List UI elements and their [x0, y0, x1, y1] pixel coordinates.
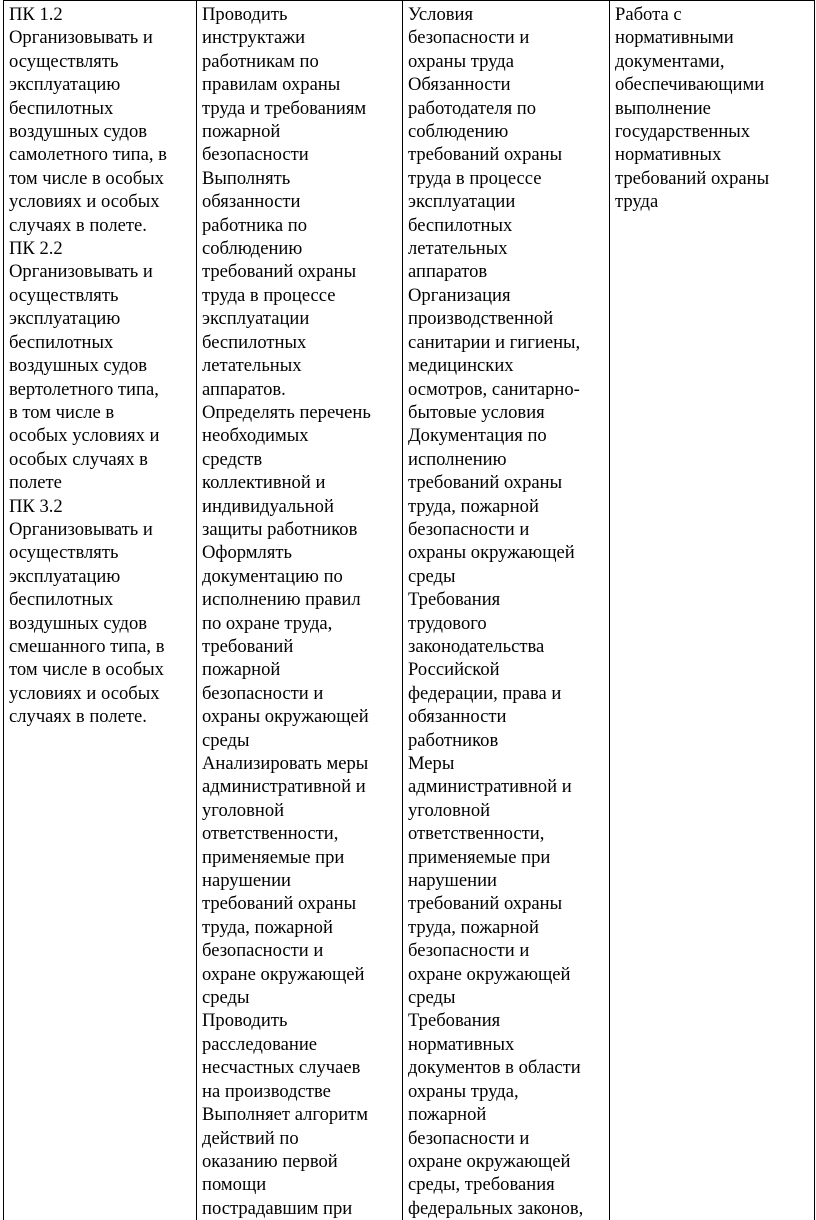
cell-text-line: уголовной	[202, 799, 397, 822]
cell-text-line: ПК 1.2	[9, 3, 191, 26]
cell-text-line: особых случаях в	[9, 448, 191, 471]
cell-text-line: санитарии и гигиены,	[408, 331, 604, 354]
cell-text-line: Оформлять	[202, 541, 397, 564]
knowledge-cell	[403, 1, 610, 1220]
cell-text-line: осуществлять	[9, 50, 191, 73]
cell-text-line: Проводить	[202, 1009, 397, 1032]
cell-text-line: безопасности и	[408, 939, 604, 962]
cell-text-line: коллективной и	[202, 471, 397, 494]
cell-text-line: вертолетного типа,	[9, 378, 191, 401]
table-row	[4, 1, 815, 1220]
cell-text-line: в том числе в	[9, 401, 191, 424]
cell-text-line: беспилотных	[9, 97, 191, 120]
cell-text-line: на производстве	[202, 1080, 397, 1103]
cell-text-line: применяемые при	[202, 846, 397, 869]
cell-text-line: охране окружающей	[408, 1150, 604, 1173]
cell-text-line: среды	[202, 729, 397, 752]
cell-text-line: осуществлять	[9, 284, 191, 307]
cell-text-line: применяемые при	[408, 846, 604, 869]
cell-text-line: полете	[9, 471, 191, 494]
cell-text-line: выполнение	[615, 97, 809, 120]
cell-text-line: условиях и особых	[9, 682, 191, 705]
cell-text-line: смешанного типа, в	[9, 635, 191, 658]
cell-text-line: законодательства	[408, 635, 604, 658]
cell-text-line: том числе в особых	[9, 167, 191, 190]
cell-text-line: защиты работников	[202, 518, 397, 541]
cell-text-line: условиях и особых	[9, 190, 191, 213]
cell-text-line: воздушных судов	[9, 354, 191, 377]
cell-text-line: нарушении	[202, 869, 397, 892]
cell-text-line: обеспечивающими	[615, 73, 809, 96]
cell-text-line: том числе в особых	[9, 658, 191, 681]
cell-text-line: нарушении	[408, 869, 604, 892]
cell-text-line: летательных	[202, 354, 397, 377]
cell-text-line: безопасности и	[408, 518, 604, 541]
cell-text-line: документацию по	[202, 565, 397, 588]
cell-text-line: труда	[615, 190, 809, 213]
cell-text-line: Требования	[408, 588, 604, 611]
cell-text-line: пожарной	[202, 658, 397, 681]
cell-text-line: работодателя по	[408, 97, 604, 120]
cell-text-line: федеральных законов,	[408, 1197, 604, 1220]
cell-text-line: Условия	[408, 3, 604, 26]
cell-text-line: действий по	[202, 1127, 397, 1150]
cell-text-line: случаях в полете.	[9, 705, 191, 728]
cell-text-line: Меры	[408, 752, 604, 775]
cell-text-line: нормативных	[408, 1033, 604, 1056]
cell-text-line: Требования	[408, 1009, 604, 1032]
cell-text-line: требований охраны	[615, 167, 809, 190]
cell-text-line: трудового	[408, 612, 604, 635]
cell-text-line: среды, требования	[408, 1173, 604, 1196]
competency-table	[3, 0, 815, 1220]
cell-text-line: работников	[408, 729, 604, 752]
cell-text-line: охраны окружающей	[408, 541, 604, 564]
cell-text-line: охраны окружающей	[202, 705, 397, 728]
cell-text-line: административной и	[202, 775, 397, 798]
cell-text-line: федерации, права и	[408, 682, 604, 705]
cell-text-line: Организовывать и	[9, 260, 191, 283]
cell-text-line: Документация по	[408, 424, 604, 447]
cell-text-line: требований охраны	[202, 260, 397, 283]
cell-text-line: труда, пожарной	[408, 495, 604, 518]
cell-text-line: особых условиях и	[9, 424, 191, 447]
cell-text-line: эксплуатацию	[9, 73, 191, 96]
cell-text-line: эксплуатации	[408, 190, 604, 213]
cell-text-line: административной и	[408, 775, 604, 798]
cell-text-line: воздушных судов	[9, 612, 191, 635]
cell-text-line: труда и требованиям	[202, 97, 397, 120]
cell-text-line: требований охраны	[202, 892, 397, 915]
cell-text-line: по охране труда,	[202, 612, 397, 635]
cell-text-line: эксплуатацию	[9, 307, 191, 330]
cell-text-line: Проводить	[202, 3, 397, 26]
cell-text-line: среды	[408, 986, 604, 1009]
cell-text-line: воздушных судов	[9, 120, 191, 143]
cell-text-line: Организовывать и	[9, 518, 191, 541]
cell-text-line: безопасности и	[408, 26, 604, 49]
cell-text-line: документов в области	[408, 1056, 604, 1079]
cell-text-line: охране окружающей	[202, 963, 397, 986]
cell-text-line: Организация	[408, 284, 604, 307]
cell-text-line: помощи	[202, 1173, 397, 1196]
cell-text-line: среды	[202, 986, 397, 1009]
cell-text-line: пожарной	[202, 120, 397, 143]
cell-text-line: документами,	[615, 50, 809, 73]
cell-text-line: правилам охраны	[202, 73, 397, 96]
cell-text-line: требований	[202, 635, 397, 658]
cell-text-line: пострадавшим при	[202, 1197, 397, 1220]
cell-text-line: труда в процессе	[202, 284, 397, 307]
cell-text-line: безопасности и	[202, 682, 397, 705]
cell-text-line: самолетного типа, в	[9, 143, 191, 166]
cell-text-line: пожарной	[408, 1103, 604, 1126]
cell-text-line: труда, пожарной	[408, 916, 604, 939]
cell-text-line: Российской	[408, 658, 604, 681]
cell-text-line: медицинских	[408, 354, 604, 377]
cell-text-line: необходимых	[202, 424, 397, 447]
cell-text-line: летательных	[408, 237, 604, 260]
cell-text-line: безопасности	[202, 143, 397, 166]
competency-cell	[4, 1, 197, 1220]
cell-text-line: эксплуатацию	[9, 565, 191, 588]
cell-text-line: производственной	[408, 307, 604, 330]
cell-text-line: требований охраны	[408, 143, 604, 166]
cell-text-line: исполнению правил	[202, 588, 397, 611]
cell-text-line: беспилотных	[9, 331, 191, 354]
cell-text-line: исполнению	[408, 448, 604, 471]
cell-text-line: Анализировать меры	[202, 752, 397, 775]
cell-text-line: осуществлять	[9, 541, 191, 564]
cell-text-line: Организовывать и	[9, 26, 191, 49]
cell-text-line: безопасности и	[202, 939, 397, 962]
cell-text-line: обязанности	[408, 705, 604, 728]
cell-text-line: уголовной	[408, 799, 604, 822]
cell-text-line: беспилотных	[202, 331, 397, 354]
cell-text-line: нормативных	[615, 143, 809, 166]
cell-text-line: случаях в полете.	[9, 214, 191, 237]
cell-text-line: инструктажи	[202, 26, 397, 49]
cell-text-line: ПК 3.2	[9, 495, 191, 518]
cell-text-line: среды	[408, 565, 604, 588]
cell-text-line: Выполнять	[202, 167, 397, 190]
cell-text-line: ПК 2.2	[9, 237, 191, 260]
cell-text-line: эксплуатации	[202, 307, 397, 330]
cell-text-line: труда, пожарной	[202, 916, 397, 939]
cell-text-line: работникам по	[202, 50, 397, 73]
cell-text-line: расследование	[202, 1033, 397, 1056]
cell-text-line: ответственности,	[408, 822, 604, 845]
cell-text-line: несчастных случаев	[202, 1056, 397, 1079]
cell-text-line: оказанию первой	[202, 1150, 397, 1173]
cell-text-line: охраны труда	[408, 50, 604, 73]
cell-text-line: безопасности и	[408, 1127, 604, 1150]
cell-text-line: соблюдению	[202, 237, 397, 260]
cell-text-line: работника по	[202, 214, 397, 237]
cell-text-line: труда в процессе	[408, 167, 604, 190]
cell-text-line: Определять перечень	[202, 401, 397, 424]
cell-text-line: Работа с	[615, 3, 809, 26]
cell-text-line: нормативными	[615, 26, 809, 49]
cell-text-line: Выполняет алгоритм	[202, 1103, 397, 1126]
cell-text-line: охране окружающей	[408, 963, 604, 986]
cell-text-line: беспилотных	[408, 214, 604, 237]
cell-text-line: Обязанности	[408, 73, 604, 96]
cell-text-line: государственных	[615, 120, 809, 143]
cell-text-line: охраны труда,	[408, 1080, 604, 1103]
cell-text-line: бытовые условия	[408, 401, 604, 424]
practice-cell	[610, 1, 815, 1220]
cell-text-line: индивидуальной	[202, 495, 397, 518]
cell-text-line: беспилотных	[9, 588, 191, 611]
cell-text-line: требований охраны	[408, 471, 604, 494]
cell-text-line: осмотров, санитарно-	[408, 378, 604, 401]
cell-text-line: соблюдению	[408, 120, 604, 143]
cell-text-line: обязанности	[202, 190, 397, 213]
cell-text-line: аппаратов	[408, 260, 604, 283]
cell-text-line: ответственности,	[202, 822, 397, 845]
skills-cell	[197, 1, 403, 1220]
cell-text-line: аппаратов.	[202, 378, 397, 401]
cell-text-line: средств	[202, 448, 397, 471]
cell-text-line: требований охраны	[408, 892, 604, 915]
